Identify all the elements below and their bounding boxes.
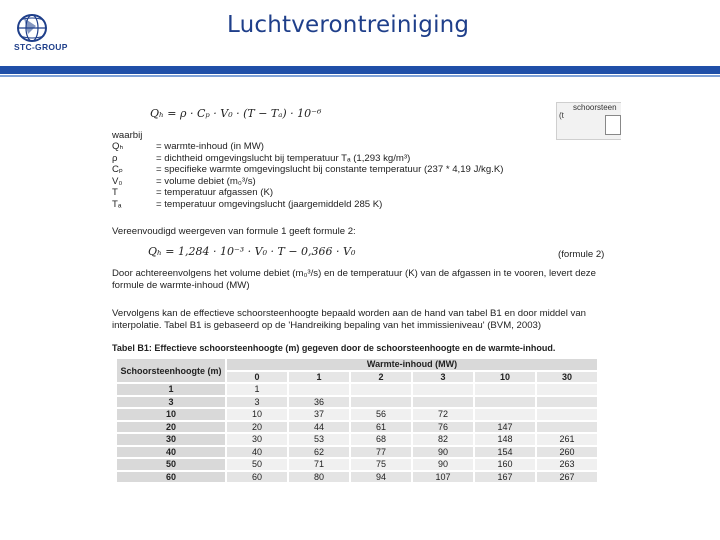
dialog-label: (t [559, 111, 564, 120]
table-col-header: 30 [537, 372, 597, 383]
paragraph-vereenvoudigd: Vereenvoudigd weergeven van formule 1 geeft formule 2: [112, 226, 356, 237]
table-row: 50 50 71 75 90 160 263 [117, 459, 597, 470]
table-row: 3 3 36 [117, 397, 597, 408]
formula-2: Qₕ = 1,284 · 10⁻³ · V₀ · T − 0,366 · V₀ [148, 245, 356, 258]
definition-row: Tₐ = temperatuur omgevingslucht (jaargemiddeld 285 K) [112, 198, 383, 210]
table-col-header: 1 [289, 372, 349, 383]
waarbij-label: waarbij [112, 130, 143, 141]
table-row: 40 40 62 77 90 154 260 [117, 447, 597, 458]
table-caption: Tabel B1: Effectieve schoorsteenhoogte (m) gegeven door de schoorsteenhoogte en de warmte-inhoud. [112, 343, 556, 353]
table-row: 60 60 80 94 107 167 267 [117, 472, 597, 483]
definition-row: V₀ = volume debiet (m₀³/s) [112, 175, 256, 187]
table-row: 20 20 44 61 76 147 [117, 422, 597, 433]
header-divider-thin [0, 75, 720, 77]
table-col-header: 3 [413, 372, 473, 383]
table-col-header: 10 [475, 372, 535, 383]
table-col-header: 0 [227, 372, 287, 383]
table-header-height: Schoorsteenhoogte (m) [117, 359, 225, 382]
chimney-height-table [115, 357, 599, 484]
dialog-input[interactable] [605, 115, 621, 135]
page-title: Luchtverontreiniging [227, 12, 470, 38]
company-logo [10, 8, 90, 60]
table-row: 30 30 53 68 82 148 261 [117, 434, 597, 445]
definition-row: Qₕ = warmte-inhoud (in MW) [112, 141, 264, 152]
paragraph-debiet: Door achtereenvolgens het volume debiet (m₀³/s) en de temperatuur (K) van de afgassen in te vooren, levert deze formule de warmte-inhoud (MW) [112, 268, 596, 291]
dialog-title: schoorsteen [573, 103, 617, 112]
logo-text: STC-GROUP [14, 42, 68, 52]
definition-row: ρ = dichtheid omgevingslucht bij temperatuur Tₐ (1,293 kg/m³) [112, 152, 411, 164]
definition-row: Cₚ = specifieke warmte omgevingslucht bij constante temperatuur (237 * 4,19 J/kg.K) [112, 164, 504, 175]
paragraph-vervolgens: Vervolgens kan de effectieve schoorsteenhoogte bepaald worden aan de hand van tabel B1 en door middel van interpolatie. Tabel B1 is gebaseerd op de 'Handreiking bepaling van het immissieniveau' (BVM, 2003) [112, 308, 586, 331]
definitions-list [112, 141, 503, 210]
header-divider [0, 66, 720, 74]
table-row: 1 1 [117, 384, 597, 395]
schoorsteen-dialog[interactable] [556, 102, 621, 140]
formula-2-label: (formule 2) [558, 249, 605, 260]
table-header-warmte: Warmte-inhoud (MW) [227, 359, 597, 370]
table-col-header: 2 [351, 372, 411, 383]
definition-row: T = temperatuur afgassen (K) [112, 187, 274, 198]
table-row: 10 10 37 56 72 [117, 409, 597, 420]
formula-1: Qₕ = ρ · Cₚ · V₀ · (T − Tₐ) · 10⁻⁶ [150, 107, 322, 120]
